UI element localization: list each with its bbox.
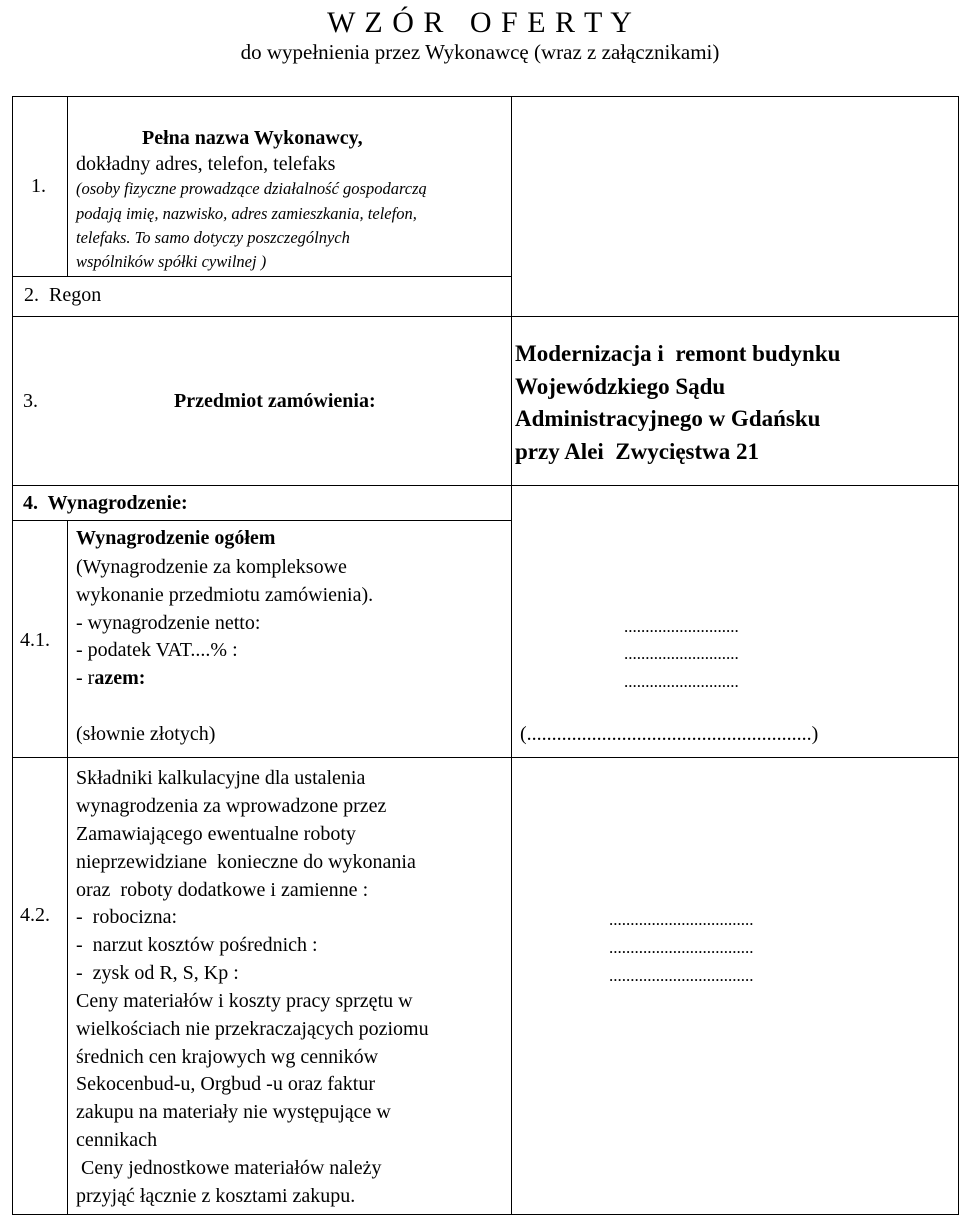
regon-label: 2. Regon <box>24 284 102 306</box>
s42-line: cennikach <box>76 1129 158 1151</box>
section-1-number: 1. <box>31 175 46 197</box>
vat-label: - podatek VAT....% : <box>76 639 238 661</box>
contractor-address-label: dokładny adres, telefon, telefaks <box>76 153 336 175</box>
net-amount-field[interactable]: ........................... <box>624 617 739 636</box>
document-subtitle: do wypełnienia przez Wykonawcę (wraz z załącznikami) <box>240 40 720 64</box>
section-3-number: 3. <box>23 390 38 412</box>
overhead-label: - narzut kosztów pośrednich : <box>76 934 318 956</box>
remuneration-label: 4. Wynagrodzenie: <box>23 492 188 514</box>
labour-label: - robocizna: <box>76 906 178 928</box>
subject-value-line: Wojewódzkiego Sądu <box>515 374 726 399</box>
s42-line: Zamawiającego ewentualne roboty <box>76 823 356 845</box>
s42-line: wynagrodzenia za wprowadzone przez <box>76 795 387 817</box>
s42-line: Sekocenbud-u, Orgbud -u oraz faktur <box>76 1073 375 1095</box>
vat-amount-field[interactable]: ........................... <box>624 644 739 663</box>
total-remuneration-heading: Wynagrodzenie ogółem <box>76 527 276 549</box>
contractor-note-line: telefaks. To samo dotyczy poszczególnych <box>76 228 350 247</box>
s42-line: oraz roboty dodatkowe i zamienne : <box>76 879 369 901</box>
s42-line: średnich cen krajowych wg cenników <box>76 1046 379 1068</box>
amount-in-words-field[interactable]: (.........................................................) <box>520 723 819 745</box>
subject-value-line: przy Alei Zwycięstwa 21 <box>515 439 760 464</box>
s42-line: przyjąć łącznie z kosztami zakupu. <box>76 1185 356 1207</box>
overhead-amount-field[interactable]: .................................. <box>609 938 754 957</box>
section-4-2-number: 4.2. <box>20 904 50 926</box>
s42-line: Ceny materiałów i koszty pracy sprzętu w <box>76 990 413 1012</box>
contractor-note-line: podają imię, nazwisko, adres zamieszkania, telefon, <box>76 204 417 223</box>
s42-line: wielkościach nie przekraczających poziomu <box>76 1018 429 1040</box>
s42-line: Ceny jednostkowe materiałów należy <box>76 1157 382 1179</box>
net-remuneration-label: - wynagrodzenie netto: <box>76 612 261 634</box>
amount-in-words-label: (słownie złotych) <box>76 723 216 745</box>
contractor-name-label: Pełna nazwa Wykonawcy, <box>142 127 363 149</box>
subject-value-line: Administracyjnego w Gdańsku <box>515 406 821 431</box>
s42-line: Składniki kalkulacyjne dla ustalenia <box>76 767 366 789</box>
labour-amount-field[interactable]: .................................. <box>609 910 754 929</box>
total-amount-field[interactable]: ........................... <box>624 672 739 691</box>
s41-line: (Wynagrodzenie za kompleksowe <box>76 556 347 578</box>
subject-value-line: Modernizacja i remont budynku <box>515 341 841 366</box>
profit-amount-field[interactable]: .................................. <box>609 966 754 985</box>
total-label: - razem: <box>76 667 146 689</box>
s42-line: zakupu na materiały nie występujące w <box>76 1101 391 1123</box>
s41-line: wykonanie przedmiotu zamówienia). <box>76 584 374 606</box>
subject-label: Przedmiot zamówienia: <box>174 390 376 412</box>
document-title: W Z Ó R O F E R T Y <box>327 6 633 39</box>
contractor-note-line: wspólników spółki cywilnej ) <box>76 252 267 271</box>
section-4-1-number: 4.1. <box>20 629 50 651</box>
contractor-note-line: (osoby fizyczne prowadzące działalność gospodarczą <box>76 179 427 198</box>
s42-line: nieprzewidziane konieczne do wykonania <box>76 851 416 873</box>
profit-label: - zysk od R, S, Kp : <box>76 962 239 984</box>
contractor-input-cell[interactable] <box>513 97 957 315</box>
